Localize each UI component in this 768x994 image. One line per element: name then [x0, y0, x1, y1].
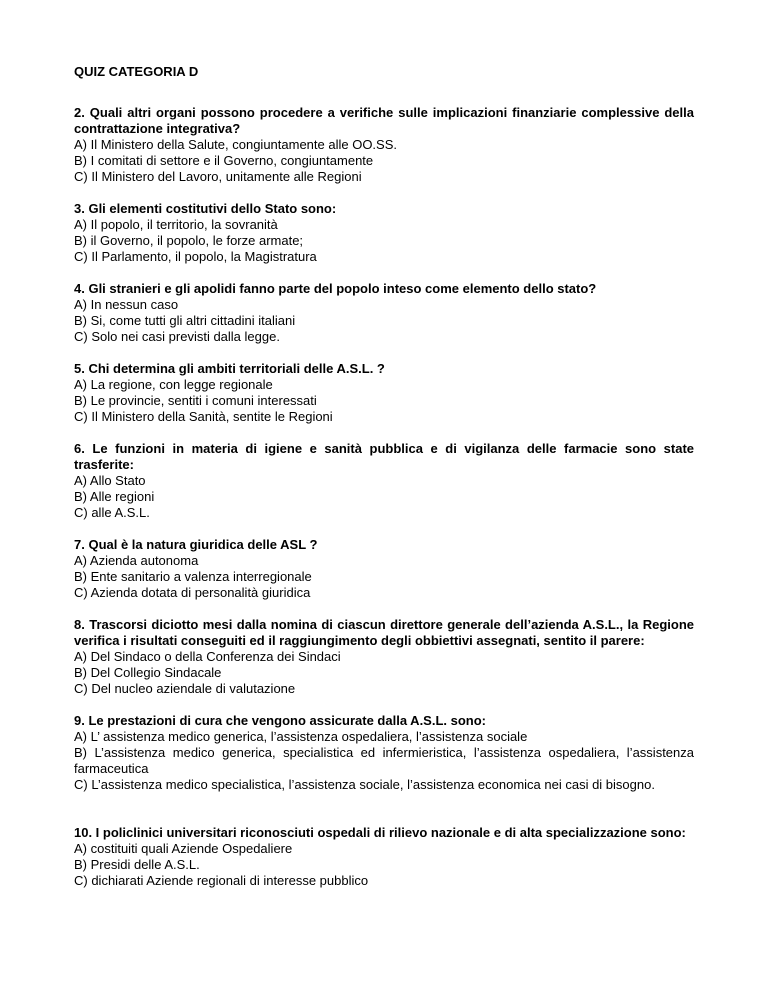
question-8	[74, 617, 694, 697]
answer-option-a: A) Del Sindaco o della Conferenza dei Sindaci	[74, 649, 341, 664]
document-page	[74, 64, 694, 905]
answer-option-c: C) Azienda dotata di personalità giuridica	[74, 585, 311, 600]
answer-option-c: C) alle A.S.L.	[74, 505, 150, 520]
question-text: 2. Quali altri organi possono procedere a verifiche sulle implicazioni finanziarie complessive della contrattazione integrativa?	[74, 105, 694, 136]
answer-option-b: B) Si, come tutti gli altri cittadini italiani	[74, 313, 296, 328]
document-title: QUIZ CATEGORIA D	[74, 64, 199, 79]
question-2	[74, 105, 694, 185]
answer-option-c: C) Il Ministero della Sanità, sentite le Regioni	[74, 409, 333, 424]
answer-option-a: A) Azienda autonoma	[74, 553, 199, 568]
answer-option-c: C) L’assistenza medico specialistica, l’assistenza sociale, l’assistenza economica nei casi di bisogno.	[74, 777, 655, 792]
answer-option-a: A) Il Ministero della Salute, congiuntamente alle OO.SS.	[74, 137, 397, 152]
question-text: 6. Le funzioni in materia di igiene e sanità pubblica e di vigilanza delle farmacie sono state trasferite:	[74, 441, 694, 472]
question-5	[74, 361, 694, 425]
question-text: 8. Trascorsi diciotto mesi dalla nomina di ciascun direttore generale dell’azienda A.S.L., la Regione verifica i risultati conseguiti ed il raggiungimento degli obbiettivi assegnati, sentito il parere:	[74, 617, 694, 648]
answer-option-a: A) costituiti quali Aziende Ospedaliere	[74, 841, 293, 856]
answer-option-a: A) Il popolo, il territorio, la sovranità	[74, 217, 278, 232]
answer-option-b: B) il Governo, il popolo, le forze armate;	[74, 233, 304, 248]
answer-option-c: C) Del nucleo aziendale di valutazione	[74, 681, 296, 696]
question-10	[74, 825, 694, 889]
answer-option-c: C) dichiarati Aziende regionali di interesse pubblico	[74, 873, 369, 888]
question-6	[74, 441, 694, 521]
answer-option-b: B) I comitati di settore e il Governo, congiuntamente	[74, 153, 374, 168]
answer-option-b: B) Presidi delle A.S.L.	[74, 857, 200, 872]
answer-option-a: A) Allo Stato	[74, 473, 146, 488]
question-3	[74, 201, 694, 265]
question-text: 9. Le prestazioni di cura che vengono assicurate dalla A.S.L. sono:	[74, 713, 487, 728]
answer-option-b: B) L’assistenza medico generica, specialistica ed infermieristica, l’assistenza ospedaliera, l’assistenza farmaceutica	[74, 745, 694, 776]
answer-option-b: B) Ente sanitario a valenza interregionale	[74, 569, 312, 584]
answer-option-b: B) Del Collegio Sindacale	[74, 665, 222, 680]
question-text: 4. Gli stranieri e gli apolidi fanno parte del popolo inteso come elemento dello stato?	[74, 281, 597, 296]
answer-option-b: B) Alle regioni	[74, 489, 155, 504]
answer-option-c: C) Solo nei casi previsti dalla legge.	[74, 329, 280, 344]
question-text: 5. Chi determina gli ambiti territoriali delle A.S.L. ?	[74, 361, 385, 376]
answer-option-a: A) In nessun caso	[74, 297, 179, 312]
question-9	[74, 713, 694, 793]
question-text: 3. Gli elementi costitutivi dello Stato sono:	[74, 201, 337, 216]
answer-option-a: A) La regione, con legge regionale	[74, 377, 273, 392]
question-text: 7. Qual è la natura giuridica delle ASL ?	[74, 537, 318, 552]
answer-option-c: C) Il Ministero del Lavoro, unitamente alle Regioni	[74, 169, 362, 184]
question-4	[74, 281, 694, 345]
answer-option-c: C) Il Parlamento, il popolo, la Magistratura	[74, 249, 317, 264]
answer-option-a: A) L’ assistenza medico generica, l’assistenza ospedaliera, l’assistenza sociale	[74, 729, 528, 744]
question-7	[74, 537, 694, 601]
question-text: 10. I policlinici universitari riconosciuti ospedali di rilievo nazionale e di alta specializzazione sono:	[74, 825, 686, 840]
answer-option-b: B) Le provincie, sentiti i comuni interessati	[74, 393, 317, 408]
